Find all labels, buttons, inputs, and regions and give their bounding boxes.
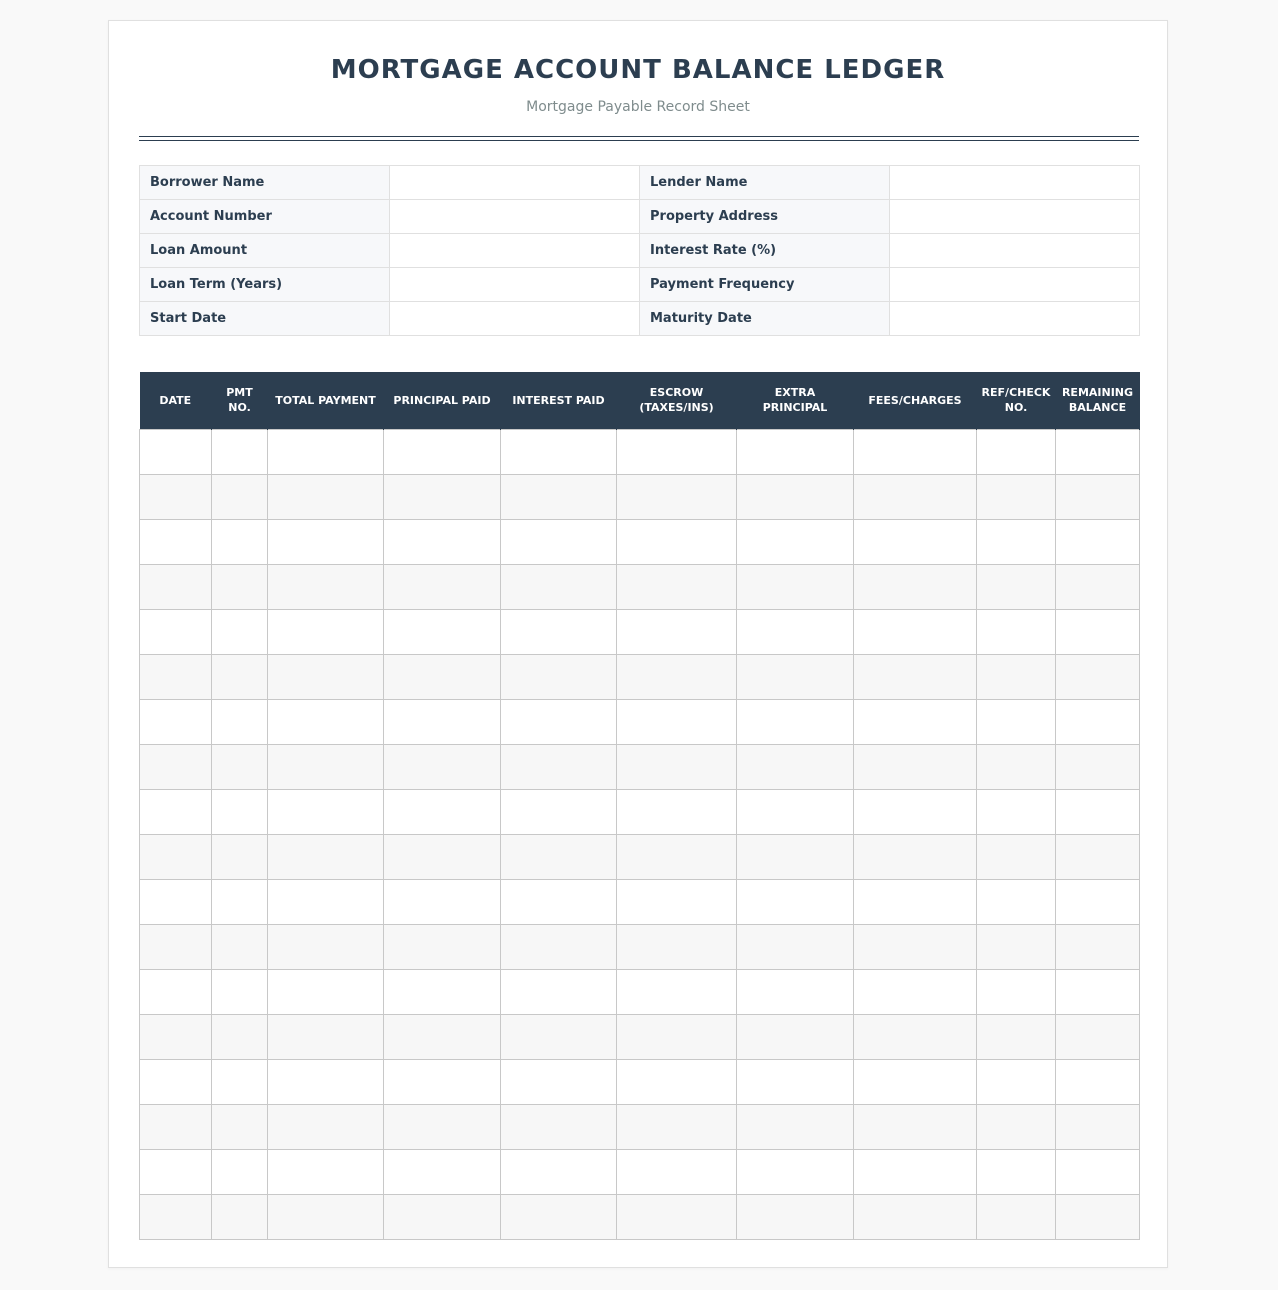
ledger-cell[interactable]	[977, 1104, 1056, 1149]
ledger-cell[interactable]	[1056, 834, 1140, 879]
ledger-table	[139, 372, 1140, 1240]
title-divider	[139, 136, 1139, 141]
ledger-cell[interactable]	[1056, 699, 1140, 744]
column-header-line1: REF/CHECK	[981, 386, 1051, 400]
ledger-cell[interactable]	[617, 474, 737, 519]
info-value-field[interactable]	[890, 200, 1140, 234]
ledger-cell[interactable]	[501, 564, 617, 609]
column-header	[140, 372, 212, 429]
ledger-cell[interactable]	[1056, 1014, 1140, 1059]
column-header	[1056, 372, 1140, 429]
ledger-cell[interactable]	[617, 969, 737, 1014]
ledger-cell[interactable]	[140, 474, 212, 519]
ledger-cell[interactable]	[501, 699, 617, 744]
ledger-cell[interactable]	[501, 429, 617, 474]
ledger-cell[interactable]	[977, 609, 1056, 654]
ledger-cell[interactable]	[501, 1014, 617, 1059]
ledger-cell[interactable]	[140, 744, 212, 789]
ledger-cell[interactable]	[501, 654, 617, 699]
ledger-cell[interactable]	[501, 834, 617, 879]
ledger-cell[interactable]	[212, 1194, 268, 1239]
info-value-field[interactable]	[390, 234, 640, 268]
ledger-cell[interactable]	[737, 699, 854, 744]
ledger-cell[interactable]	[268, 654, 384, 699]
table-row	[140, 564, 1140, 609]
ledger-cell[interactable]	[977, 699, 1056, 744]
ledger-cell[interactable]	[140, 519, 212, 564]
ledger-cell[interactable]	[617, 564, 737, 609]
ledger-cell[interactable]	[1056, 474, 1140, 519]
ledger-cell[interactable]	[384, 1194, 501, 1239]
ledger-cell[interactable]	[1056, 969, 1140, 1014]
column-header-line2: NO.	[228, 401, 251, 415]
ledger-cell[interactable]	[854, 1194, 977, 1239]
ledger-cell[interactable]	[1056, 564, 1140, 609]
column-header-line1: PRINCIPAL PAID	[393, 393, 491, 407]
ledger-cell[interactable]	[384, 834, 501, 879]
ledger-cell[interactable]	[737, 1149, 854, 1194]
ledger-cell[interactable]	[212, 1104, 268, 1149]
ledger-cell[interactable]	[140, 879, 212, 924]
ledger-cell[interactable]	[384, 1014, 501, 1059]
ledger-cell[interactable]	[737, 429, 854, 474]
ledger-cell[interactable]	[140, 834, 212, 879]
ledger-cell[interactable]	[1056, 1059, 1140, 1104]
table-row	[140, 699, 1140, 744]
ledger-cell[interactable]	[854, 1149, 977, 1194]
ledger-cell[interactable]	[384, 879, 501, 924]
ledger-cell[interactable]	[501, 744, 617, 789]
ledger-cell[interactable]	[384, 969, 501, 1014]
ledger-cell[interactable]	[854, 654, 977, 699]
ledger-header-row	[140, 372, 1140, 429]
ledger-cell[interactable]	[977, 834, 1056, 879]
ledger-cell[interactable]	[977, 1014, 1056, 1059]
ledger-cell[interactable]	[212, 879, 268, 924]
ledger-cell[interactable]	[140, 654, 212, 699]
ledger-cell[interactable]	[617, 744, 737, 789]
ledger-cell[interactable]	[854, 879, 977, 924]
ledger-cell[interactable]	[737, 744, 854, 789]
ledger-cell[interactable]	[1056, 1194, 1140, 1239]
info-label: Property Address	[640, 200, 890, 234]
info-value-field[interactable]	[890, 234, 1140, 268]
ledger-cell[interactable]	[737, 654, 854, 699]
ledger-cell[interactable]	[140, 789, 212, 834]
ledger-cell[interactable]	[384, 789, 501, 834]
ledger-cell[interactable]	[617, 1059, 737, 1104]
table-row	[140, 519, 1140, 564]
ledger-cell[interactable]	[854, 969, 977, 1014]
ledger-cell[interactable]	[501, 789, 617, 834]
info-label: Maturity Date	[640, 302, 890, 336]
column-header	[854, 372, 977, 429]
table-row	[140, 879, 1140, 924]
column-header	[737, 372, 854, 429]
ledger-cell[interactable]	[501, 1059, 617, 1104]
column-header-line1: TOTAL PAYMENT	[275, 393, 376, 407]
column-header-line1: DATE	[159, 393, 192, 407]
ledger-cell[interactable]	[854, 474, 977, 519]
column-header-line1: INTEREST PAID	[512, 393, 605, 407]
ledger-cell[interactable]	[140, 1149, 212, 1194]
ledger-cell[interactable]	[977, 744, 1056, 789]
ledger-cell[interactable]	[617, 834, 737, 879]
ledger-cell[interactable]	[617, 924, 737, 969]
ledger-cell[interactable]	[977, 654, 1056, 699]
ledger-cell[interactable]	[977, 519, 1056, 564]
ledger-cell[interactable]	[977, 789, 1056, 834]
ledger-cell[interactable]	[617, 879, 737, 924]
info-value-field[interactable]	[390, 302, 640, 336]
info-value-field[interactable]	[890, 166, 1140, 200]
ledger-cell[interactable]	[854, 789, 977, 834]
table-row	[140, 1194, 1140, 1239]
ledger-cell[interactable]	[737, 519, 854, 564]
ledger-cell[interactable]	[1056, 1104, 1140, 1149]
ledger-cell[interactable]	[501, 969, 617, 1014]
ledger-cell[interactable]	[617, 654, 737, 699]
column-header-line1: EXTRA PRINCIPAL	[762, 386, 828, 415]
account-info-row	[140, 302, 1140, 336]
ledger-cell[interactable]	[268, 429, 384, 474]
ledger-cell[interactable]	[617, 789, 737, 834]
ledger-cell[interactable]	[140, 1014, 212, 1059]
account-info-row	[140, 166, 1140, 200]
account-info-row	[140, 268, 1140, 302]
ledger-cell[interactable]	[854, 519, 977, 564]
ledger-cell[interactable]	[268, 924, 384, 969]
info-value-field[interactable]	[390, 200, 640, 234]
info-label: Start Date	[140, 302, 390, 336]
table-row	[140, 969, 1140, 1014]
ledger-cell[interactable]	[854, 744, 977, 789]
ledger-cell[interactable]	[268, 1149, 384, 1194]
table-row	[140, 834, 1140, 879]
ledger-cell[interactable]	[212, 474, 268, 519]
ledger-cell[interactable]	[140, 1194, 212, 1239]
ledger-cell[interactable]	[384, 1059, 501, 1104]
ledger-cell[interactable]	[384, 744, 501, 789]
column-header	[212, 372, 268, 429]
ledger-cell[interactable]	[854, 1104, 977, 1149]
column-header	[268, 372, 384, 429]
ledger-cell[interactable]	[212, 429, 268, 474]
ledger-cell[interactable]	[501, 1104, 617, 1149]
table-row	[140, 1104, 1140, 1149]
table-row	[140, 924, 1140, 969]
ledger-cell[interactable]	[140, 564, 212, 609]
ledger-cell[interactable]	[212, 744, 268, 789]
ledger-cell[interactable]	[737, 879, 854, 924]
ledger-cell[interactable]	[617, 429, 737, 474]
column-header-line2: BALANCE	[1068, 401, 1127, 415]
info-label: Payment Frequency	[640, 268, 890, 302]
ledger-cell[interactable]	[501, 609, 617, 654]
table-row	[140, 1059, 1140, 1104]
ledger-cell[interactable]	[268, 969, 384, 1014]
info-label: Interest Rate (%)	[640, 234, 890, 268]
ledger-cell[interactable]	[1056, 789, 1140, 834]
ledger-cell[interactable]	[140, 1104, 212, 1149]
ledger-cell[interactable]	[737, 834, 854, 879]
ledger-cell[interactable]	[212, 789, 268, 834]
ledger-cell[interactable]	[854, 1059, 977, 1104]
ledger-cell[interactable]	[977, 474, 1056, 519]
ledger-cell[interactable]	[977, 969, 1056, 1014]
ledger-cell[interactable]	[737, 474, 854, 519]
info-value-field[interactable]	[890, 302, 1140, 336]
ledger-cell[interactable]	[977, 924, 1056, 969]
ledger-cell[interactable]	[977, 1149, 1056, 1194]
ledger-cell[interactable]	[977, 1194, 1056, 1239]
ledger-cell[interactable]	[384, 1149, 501, 1194]
ledger-cell[interactable]	[501, 924, 617, 969]
ledger-cell[interactable]	[617, 699, 737, 744]
ledger-cell[interactable]	[854, 564, 977, 609]
ledger-cell[interactable]	[212, 1014, 268, 1059]
ledger-cell[interactable]	[268, 474, 384, 519]
ledger-cell[interactable]	[212, 924, 268, 969]
info-label: Loan Term (Years)	[140, 268, 390, 302]
ledger-cell[interactable]	[212, 654, 268, 699]
ledger-cell[interactable]	[268, 519, 384, 564]
ledger-cell[interactable]	[268, 744, 384, 789]
column-header-line1: PMT	[226, 386, 253, 400]
ledger-cell[interactable]	[1056, 1149, 1140, 1194]
ledger-cell[interactable]	[737, 609, 854, 654]
table-row	[140, 474, 1140, 519]
table-row	[140, 654, 1140, 699]
ledger-cell[interactable]	[1056, 429, 1140, 474]
column-header-line2: (TAXES/INS)	[639, 401, 714, 415]
ledger-cell[interactable]	[1056, 609, 1140, 654]
ledger-cell[interactable]	[617, 519, 737, 564]
ledger-cell[interactable]	[737, 789, 854, 834]
ledger-cell[interactable]	[617, 1014, 737, 1059]
ledger-cell[interactable]	[212, 969, 268, 1014]
ledger-cell[interactable]	[854, 609, 977, 654]
ledger-cell[interactable]	[737, 1059, 854, 1104]
ledger-cell[interactable]	[384, 564, 501, 609]
info-value-field[interactable]	[390, 166, 640, 200]
ledger-cell[interactable]	[617, 1149, 737, 1194]
ledger-cell[interactable]	[501, 1194, 617, 1239]
ledger-cell[interactable]	[617, 1194, 737, 1239]
ledger-sheet	[108, 20, 1168, 1268]
info-label: Lender Name	[640, 166, 890, 200]
ledger-cell[interactable]	[384, 519, 501, 564]
ledger-cell[interactable]	[140, 969, 212, 1014]
ledger-cell[interactable]	[384, 699, 501, 744]
table-row	[140, 789, 1140, 834]
table-row	[140, 1014, 1140, 1059]
ledger-cell[interactable]	[268, 1014, 384, 1059]
ledger-cell[interactable]	[212, 834, 268, 879]
ledger-cell[interactable]	[854, 429, 977, 474]
ledger-cell[interactable]	[268, 609, 384, 654]
ledger-cell[interactable]	[212, 609, 268, 654]
ledger-cell[interactable]	[140, 1059, 212, 1104]
info-label: Borrower Name	[140, 166, 390, 200]
ledger-cell[interactable]	[737, 1194, 854, 1239]
ledger-cell[interactable]	[737, 564, 854, 609]
ledger-cell[interactable]	[977, 1059, 1056, 1104]
column-header	[977, 372, 1056, 429]
ledger-cell[interactable]	[268, 1104, 384, 1149]
ledger-cell[interactable]	[737, 1104, 854, 1149]
ledger-cell[interactable]	[1056, 879, 1140, 924]
ledger-cell[interactable]	[617, 1104, 737, 1149]
ledger-cell[interactable]	[1056, 654, 1140, 699]
ledger-cell[interactable]	[268, 564, 384, 609]
ledger-cell[interactable]	[737, 969, 854, 1014]
ledger-cell[interactable]	[384, 474, 501, 519]
ledger-cell[interactable]	[384, 429, 501, 474]
ledger-cell[interactable]	[268, 834, 384, 879]
ledger-cell[interactable]	[854, 924, 977, 969]
info-value-field[interactable]	[890, 268, 1140, 302]
column-header-line2: NO.	[1004, 401, 1028, 415]
ledger-cell[interactable]	[854, 834, 977, 879]
ledger-cell[interactable]	[384, 654, 501, 699]
ledger-cell[interactable]	[1056, 924, 1140, 969]
column-header	[617, 372, 737, 429]
column-header-line1: ESCROW	[649, 386, 704, 400]
column-header-line1: FEES/CHARGES	[868, 393, 962, 407]
ledger-cell[interactable]	[501, 1149, 617, 1194]
account-info-row	[140, 234, 1140, 268]
ledger-cell[interactable]	[140, 429, 212, 474]
ledger-cell[interactable]	[737, 1014, 854, 1059]
info-label: Account Number	[140, 200, 390, 234]
ledger-cell[interactable]	[212, 699, 268, 744]
ledger-cell[interactable]	[268, 789, 384, 834]
ledger-cell[interactable]	[617, 609, 737, 654]
ledger-cell[interactable]	[384, 1104, 501, 1149]
page-subtitle: Mortgage Payable Record Sheet	[526, 99, 750, 115]
column-header-line1: REMAINING	[1061, 386, 1134, 400]
ledger-cell[interactable]	[501, 879, 617, 924]
ledger-cell[interactable]	[501, 519, 617, 564]
column-header	[384, 372, 501, 429]
ledger-cell[interactable]	[268, 879, 384, 924]
account-info-table	[139, 165, 1140, 336]
ledger-cell[interactable]	[268, 699, 384, 744]
column-header	[501, 372, 617, 429]
table-row	[140, 609, 1140, 654]
ledger-cell[interactable]	[737, 924, 854, 969]
ledger-cell[interactable]	[212, 519, 268, 564]
ledger-cell[interactable]	[268, 1059, 384, 1104]
ledger-cell[interactable]	[268, 1194, 384, 1239]
ledger-cell[interactable]	[212, 564, 268, 609]
ledger-cell[interactable]	[854, 699, 977, 744]
ledger-cell[interactable]	[384, 609, 501, 654]
ledger-cell[interactable]	[977, 879, 1056, 924]
account-info-row	[140, 200, 1140, 234]
ledger-cell[interactable]	[384, 924, 501, 969]
ledger-cell[interactable]	[140, 924, 212, 969]
ledger-cell[interactable]	[212, 1059, 268, 1104]
ledger-cell[interactable]	[977, 564, 1056, 609]
ledger-cell[interactable]	[1056, 744, 1140, 789]
ledger-cell[interactable]	[212, 1149, 268, 1194]
ledger-cell[interactable]	[140, 609, 212, 654]
table-row	[140, 744, 1140, 789]
ledger-cell[interactable]	[140, 699, 212, 744]
ledger-cell[interactable]	[854, 1014, 977, 1059]
ledger-cell[interactable]	[501, 474, 617, 519]
table-row	[140, 1149, 1140, 1194]
info-value-field[interactable]	[390, 268, 640, 302]
ledger-cell[interactable]	[977, 429, 1056, 474]
table-row	[140, 429, 1140, 474]
ledger-cell[interactable]	[1056, 519, 1140, 564]
page-title: MORTGAGE ACCOUNT BALANCE LEDGER	[330, 55, 946, 85]
info-label: Loan Amount	[140, 234, 390, 268]
